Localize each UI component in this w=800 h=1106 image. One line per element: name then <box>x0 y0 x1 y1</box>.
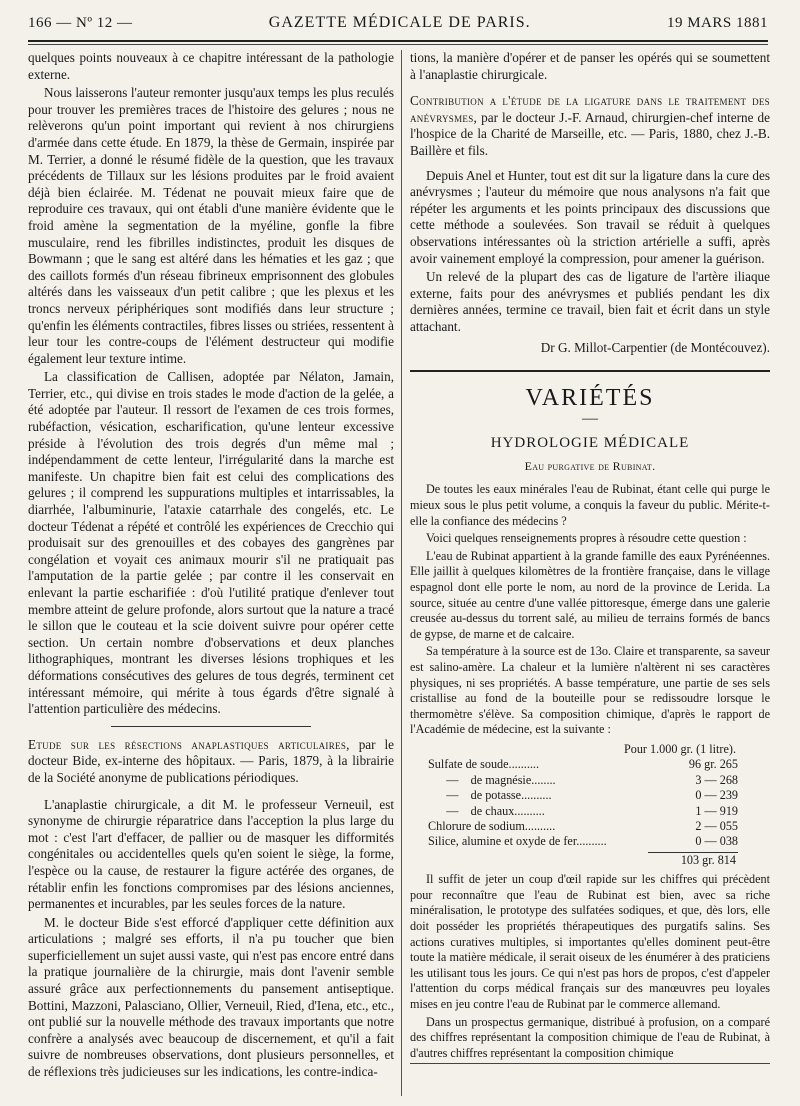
title-dash: — <box>582 409 598 427</box>
issue-date: 19 MARS 1881 <box>666 15 768 31</box>
table-header: Pour 1.000 gr. (1 litre). <box>623 741 736 756</box>
paragraph: Depuis Anel et Hunter, tout est dit sur la ligature dans la cure des anévrysmes ; l'auteur du mémoire que nous analysons n'a fait que répéter les arguments et les points principaux des discussions que cette méthode a soulevées. Son travail se réduit à quelques observations intéressantes où la striction artérielle a suffi, après avoir vainement employé la compression, pour amener la guérison. <box>410 167 770 266</box>
paragraph: quelques points nouveaux à ce chapitre intéressant de la pathologie externe. <box>28 50 394 82</box>
biblio-title: Contribution a l'étude de la ligature dans le traitement des anévrysmes, <box>410 93 770 125</box>
journal-title: GAZETTE MÉDICALE DE PARIS. <box>268 14 531 31</box>
biblio-details: par le docteur J.-F. Arnaud, chirurgien-chef interne de l'hospice de la Charité de Marseille, etc. — Paris, 1880, chez J.-B. Baillère et fils. <box>410 109 770 158</box>
article-title: Eau purgative de Rubinat. <box>524 458 656 473</box>
paragraph: Un relevé de la plupart des cas de ligature de l'artère iliaque externe, faits pour des anévrysmes et publiés pendant les dix dernières années, termine ce travail, bien fait et écrit dans un style attachant. <box>410 269 770 334</box>
right-column <box>410 50 770 1098</box>
varietes-section <box>410 370 770 1064</box>
page-number: 166 — Nº 12 — <box>28 15 133 31</box>
left-column <box>28 50 394 1098</box>
table-row: — de chaux.......... 1 — 919 <box>428 803 738 818</box>
composition-table <box>428 742 738 868</box>
header-rule <box>28 40 768 42</box>
author-signature: Dr G. Millot-Carpentier (de Montécouvez). <box>540 339 770 355</box>
section-divider <box>111 726 311 727</box>
paragraph: tions, la manière d'opérer et de panser les opérés qui se soumettent à l'anaplastie chirurgicale. <box>410 50 770 82</box>
table-row: Silice, alumine et oxyde de fer.......... 0 — 038 <box>428 834 738 849</box>
paragraph: M. le docteur Bide s'est efforcé d'appliquer cette définition aux articulations ; malgré ses efforts, il n'a pu toucher que bien superficiellement un sujet aussi vaste, qui n'est pas encore entré dans la pratique journalière de la chirurgie, mais dont l'avenir semble assuré grâce aux perfectionnements du pansement antiseptique. Bottini, Mazzoni, Palasciano, Ollier, Verneuil, Ried, d'Iena, etc., etc., ont publié sur la nouvelle méthode des travaux importants que notre confrère a analysés avec beaucoup de discernement, et qu'il a fait suivre de nombreuses observations, dont plusieurs personnelles, et de réflexions très judicieuses sur les indications, les contre-indica- <box>28 914 394 1080</box>
table-row: — de potasse.......... 0 — 239 <box>428 788 738 803</box>
table-row: Chlorure de sodium.......... 2 — 055 <box>428 819 738 833</box>
paragraph: La classification de Callisen, adoptée par Nélaton, Jamain, Terrier, etc., qui divise en trois stades le mode d'action de la gelée, a été adoptée par l'auteur. Il ressort de l'examen de ces trois formes, rubéfaction, vésication, escharification, qu'une lenteur excessive préside à l'évolution des trois degrés d'un même mal ; indépendamment de cette lenteur, l'irrégularité dans la marche est manifeste. Un chapitre bien fait est celui des complications des gelures ; il comprend les suppurations multiples et intarrissables, la diarrhée, l'albuminurie, l'ataxie catarrhale des congelés, etc. Le docteur Tédenat a répété et contrôlé les expériences de Crecchio qui produisait sur des grenouilles et des cobayes des gangrènes par congélation et voyait ces animaux mourir s'il ne pratiquait pas l'amputation de la partie gelée ; par contre il les conservait en enlevant la partie escharifiée : d'où l'utilité pratique d'enlever tout membre atteint de gelure profonde, alors surtout que la nature a tracé le sillon que le couteau et la scie doivent suivre pour opérer cette section. Un certain nombre d'observations et deux planches lithographiques, montrant les diverses lésions trophiques et les déformations consécutives des gelures de tous degrés, terminent cet intéressant mémoire, qui mérite à tous égards d'être signalé à l'attention particulière des médecins. <box>28 369 394 717</box>
section-title: VARIÉTÉS <box>525 385 655 412</box>
paragraph: De toutes les eaux minérales l'eau de Rubinat, étant celle qui purge le mieux sous le plus petit volume, a conquis la faveur du public. Mérite-t-elle la confiance des médecins ? <box>410 482 770 528</box>
paragraph: Dans un prospectus germanique, distribué à profusion, on a comparé des chiffres représentant la composition chimique de l'eau de Rubinat, à d'autres chiffres représentant la composition chimique <box>410 1014 770 1060</box>
biblio-title: Etude sur les résections anaplastiques articulaires, <box>28 736 350 752</box>
paragraph: Il suffit de jeter un coup d'œil rapide sur les chiffres qui précèdent pour reconnaître que l'eau de Rubinat est bien, avec sa riche minéralisation, le prototype des sulfatées sodiques, et que, dès lors, elle doit posséder les propriétés thérapeutiques des purgatifs salins. Ses actions curatives multiples, si importantes qu'elles dominent peut-être toute la matière médicale, il serait oiseux de les énumérer à des praticiens les utilisant tous les jours. Ce qui n'est pas hors de propos, c'est d'appeler l'attention du corps médical français sur des manœuvres peu loyales mises en jeu contre l'eau de Rubinat par le commerce allemand. <box>410 872 770 1011</box>
paragraph: Nous laisserons l'auteur remonter jusqu'aux temps les plus reculés pour trouver les premières traces de l'histoire des gelures ; nous ne relèverons qu'un point important qui revient à nos chirurgiens d'armée dans cette étude. En 1879, la thèse de Germain, inspirée par M. Terrier, a donné le résumé fidèle de la question, que les travaux précédents de Tillaux sur les lésions produites par le froid avaient déjà bien éclairée. M. Tédenat ne pouvait mieux faire que de reproduire ces travaux, qui ont établi d'une manière évidente que le froid amène la segmentation de la myéline, gonfle la fibre musculaire, rend les fibrilles indistinctes, produit les disques de Bowmann ; que le sang est altéré dans les hématies et les gaz ; que des caillots formés d'un réseau fibrineux emprisonnent des globules altérés dans les vaisseaux d'un petit calibre ; que les plexus et les troncs nerveux périphériques sont modifiés dans leur structure ; qu'enfin les éléments contractiles, fibres lisses ou striées, ressentent à leur tour les contre-coups de l'élément destructeur qui modifie également leur texture intime. <box>28 85 394 366</box>
table-row: — de magnésie........ 3 — 268 <box>428 772 738 787</box>
paragraph: L'anaplastie chirurgicale, a dit M. le professeur Verneuil, est synonyme de chirurgie réparatrice dans l'acception la plus large du mot : c'est l'art d'effacer, de pallier ou de masquer les difformités congénitales ou accidentelles quels qu'en soient le siège, la forme, l'espèce ou la cause, de restaurer la figure actérée des organes, de rétablir enfin les fonctions compromises par des lésions anciennes, permanentes et incurables, par les seules forces de la nature. <box>28 796 394 912</box>
biblio-details: par le docteur Bide, ex-interne des hôpitaux. — Paris, 1879, à la librairie de la Société anonyme de publications périodiques. <box>28 736 394 785</box>
bibliographic-entry <box>28 737 394 787</box>
bibliographic-entry <box>410 93 770 159</box>
table-row: Sulfate de soude.......... 96 gr. 265 <box>428 757 738 772</box>
column-divider <box>401 50 402 1096</box>
subsection-title: HYDROLOGIE MÉDICALE <box>490 435 690 452</box>
header-rule-thin <box>28 44 768 45</box>
page-header <box>28 14 768 36</box>
paragraph: L'eau de Rubinat appartient à la grande famille des eaux Pyrénéennes. Elle jaillit à quelques kilomètres de la frontière française, dans le village espagnol dont elle porte le nom, au nord de la province de Lerida. La source, située au centre d'une vallée pittoresque, émerge dans une galerie creusée au-dessus du torrent salé, au milieu de terrains formés de bancs de gypse, de marne et de calcaire. <box>410 548 770 641</box>
paragraph: Sa température à la source est de 13o. Claire et transparente, sa saveur est salino-amère. La chaleur et la lumière n'altèrent ni ses caractères physiques, ni ses propriétés. A basse température, une partie de ses sels cristallise au fond de la bouteille pour se redissoudre lorsque le thermomètre s'élève. Sa composition chimique, d'après le rapport de l'Académie de médecine, est la suivante : <box>410 644 770 737</box>
paragraph: Voici quelques renseignements propres à résoudre cette question : <box>426 531 747 546</box>
table-total: 103 gr. 814 <box>680 852 736 867</box>
